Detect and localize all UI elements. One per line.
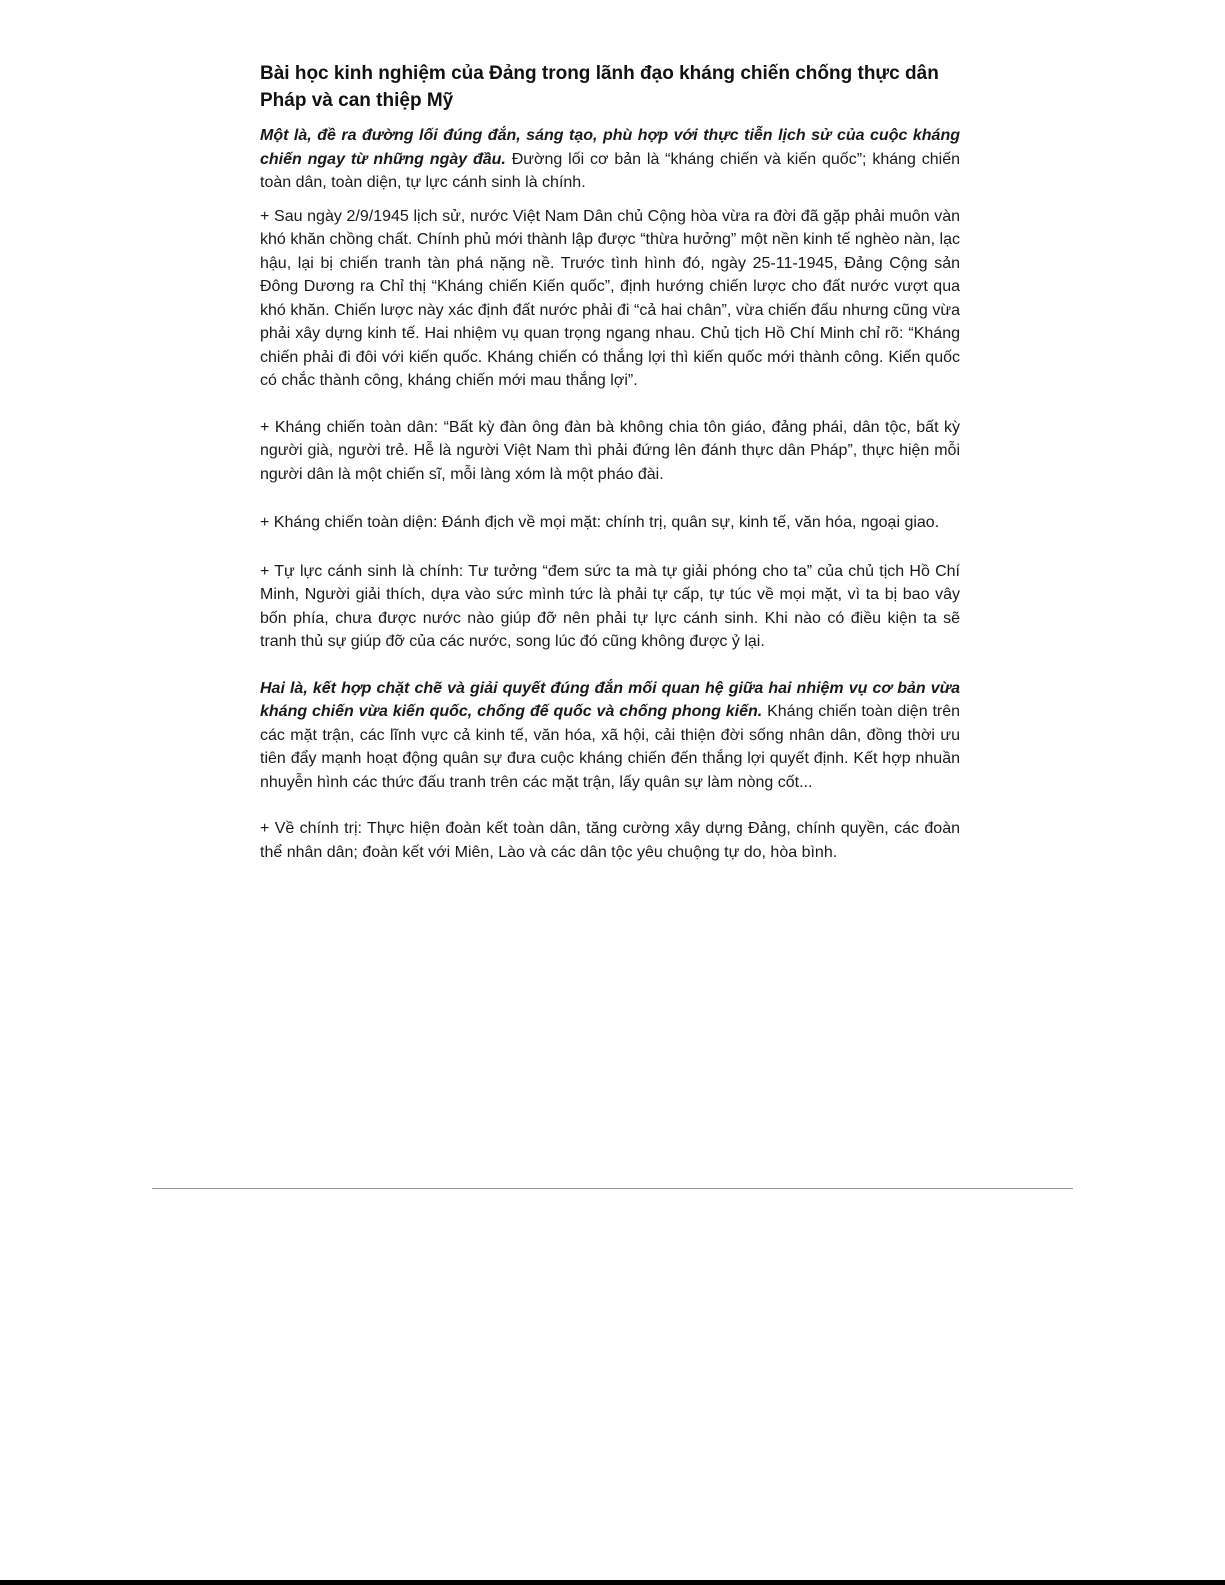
paragraph-politics: + Về chính trị: Thực hiện đoàn kết toàn dân, tăng cường xây dựng Đảng, chính quyền, các đoàn thể nhân dân; đoàn kết với Miên, Lào và các dân tộc yêu chuộng tự do, hòa bình. [260,820,960,861]
paragraph-one [260,124,960,195]
paragraph-two [260,677,960,795]
paragraph-text: Kháng chiến toàn diện trên các mặt trận, các lĩnh vực cả kinh tế, văn hóa, xã hội, cải thiện đời sống nhân dân, đồng thời ưu tiên đẩy mạnh hoạt động quân sự đưa cuộc kháng chiến đến thắng lợi quyết định. Kết hợp nhuần nhuyễn hình các thức đấu tranh trên các mặt trận, lấy quân sự làm nòng cốt... [260,703,961,791]
paragraph-context: + Sau ngày 2/9/1945 lịch sử, nước Việt Nam Dân chủ Cộng hòa vừa ra đời đã gặp phải muôn vàn khó khăn chồng chất. Chính phủ mới thành lập được “thừa hưởng” một nền kinh tế nghèo nàn, lạc hậu, lại bị chiến tranh tàn phá nặng nề. Trước tình hình đó, ngày 25-11-1945, Đảng Cộng sản Đông Dương ra Chỉ thị “Kháng chiến Kiến quốc”, định hướng chiến lược cho đất nước vượt qua khó khăn. Chiến lược này xác định đất nước phải đi “cả hai chân”, vừa chiến đấu nhưng cũng vừa phải xây dựng kinh tế. Hai nhiệm vụ quan trọng ngang nhau. Chủ tịch Hồ Chí Minh chỉ rõ: “Kháng chiến phải đi đôi với kiến quốc. Kháng chiến có thắng lợi thì kiến quốc mới thành công. Kiến quốc có chắc thành công, kháng chiến mới mau thắng lợi”. [260,207,960,389]
page-divider [152,1188,1073,1189]
paragraph-self-reliance: + Tự lực cánh sinh là chính: Tư tưởng “đem sức ta mà tự giải phóng cho ta” của chủ tịch Hồ Chí Minh, Người giải thích, dựa vào sức mình tức là phải tự cấp, tự túc về mọi mặt, vì ta bị bao vây bốn phía, chưa được nước nào giúp đỡ nên phải tự lực cánh sinh. Khi nào có điều kiện ta sẽ tranh thủ sự giúp đỡ của các nước, song lúc đó cũng không được ỷ lại. [260,562,960,650]
bottom-edge [0,1580,1225,1585]
document-title: Bài học kinh nghiệm của Đảng trong lãnh đạo kháng chiến chống thực dân Pháp và can thiệp Mỹ [260,63,939,111]
paragraph-lead: Một là, đề ra đường lối đúng đắn, sáng tạo, phù hợp với thực tiễn lịch sử của cuộc kháng chiến ngay từ những ngày đầu. [260,127,960,168]
paragraph-text: Đường lối cơ bản là “kháng chiến và kiến quốc”; kháng chiến toàn dân, toàn diện, tự lực cánh sinh là chính. [260,150,961,191]
paragraph-all-people: + Kháng chiến toàn dân: “Bất kỳ đàn ông đàn bà không chia tôn giáo, đảng phái, dân tộc, bất kỳ người già, người trẻ. Hễ là người Việt Nam thì phải đứng lên đánh thực dân Pháp”, thực hiện mỗi người dân là một chiến sĩ, mỗi làng xóm là một pháo đài. [260,418,960,483]
paragraph-lead: Hai là, kết hợp chặt chẽ và giải quyết đúng đắn mối quan hệ giữa hai nhiệm vụ cơ bản vừa kháng chiến vừa kiến quốc, chống đế quốc và chống phong kiến. [260,679,960,720]
document-body [260,60,960,864]
paragraph-comprehensive: + Kháng chiến toàn diện: Đánh địch về mọi mặt: chính trị, quân sự, kinh tế, văn hóa, ngoại giao. [260,514,940,531]
